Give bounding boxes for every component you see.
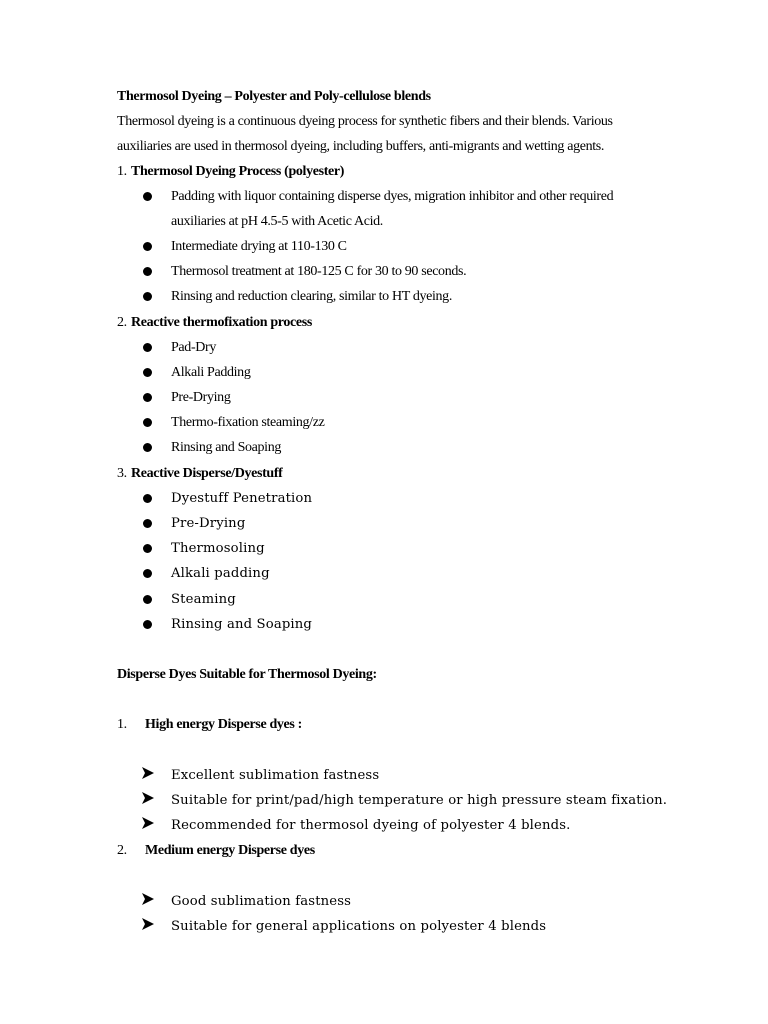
section-2-item-2: Alkali Padding bbox=[171, 365, 251, 380]
bullet-icon bbox=[143, 418, 152, 427]
bullet-icon bbox=[143, 443, 152, 452]
bullet-icon bbox=[143, 192, 152, 201]
section-1-heading: Thermosol Dyeing Process (polyester) bbox=[131, 164, 345, 179]
section-3-number: 3. bbox=[117, 466, 127, 481]
arrowhead-bullet-icon bbox=[142, 893, 154, 905]
section-1-item-2: Intermediate drying at 110-130 C bbox=[171, 239, 347, 254]
bullet-icon bbox=[143, 393, 152, 402]
disperse-heading: Disperse Dyes Suitable for Thermosol Dyeing: bbox=[117, 667, 377, 682]
section-2-item-5: Rinsing and Soaping bbox=[171, 440, 282, 455]
medium-energy-heading: Medium energy Disperse dyes bbox=[145, 843, 315, 858]
medium-energy-number: 2. bbox=[117, 843, 127, 858]
high-energy-item-1: Excellent sublimation fastness bbox=[171, 768, 380, 783]
bullet-icon bbox=[143, 620, 152, 629]
section-2-item-3: Pre-Drying bbox=[171, 390, 231, 405]
section-3-item-4: Alkali padding bbox=[171, 566, 270, 581]
bullet-icon bbox=[143, 569, 152, 578]
section-2-number: 2. bbox=[117, 315, 127, 330]
arrowhead-bullet-icon bbox=[142, 817, 154, 829]
arrowhead-bullet-icon bbox=[142, 918, 154, 930]
section-1-number: 1. bbox=[117, 164, 127, 179]
intro-line-2: auxiliaries are used in thermosol dyeing, including buffers, anti-migrants and wetting agents. bbox=[117, 139, 605, 154]
section-3-item-6: Rinsing and Soaping bbox=[171, 617, 313, 632]
section-1-item-4: Rinsing and reduction clearing, similar to HT dyeing. bbox=[171, 289, 452, 304]
high-energy-item-2: Suitable for print/pad/high temperature or high pressure steam fixation. bbox=[171, 793, 668, 808]
high-energy-heading: High energy Disperse dyes : bbox=[145, 717, 302, 732]
bullet-icon bbox=[143, 494, 152, 503]
bullet-icon bbox=[143, 368, 152, 377]
section-2-item-4: Thermo-fixation steaming/zz bbox=[171, 415, 325, 430]
section-3-item-5: Steaming bbox=[171, 592, 236, 607]
high-energy-number: 1. bbox=[117, 717, 127, 732]
bullet-icon bbox=[143, 544, 152, 553]
section-1-item-3: Thermosol treatment at 180-125 C for 30 to 90 seconds. bbox=[171, 264, 467, 279]
bullet-icon bbox=[143, 267, 152, 276]
bullet-icon bbox=[143, 595, 152, 604]
arrowhead-bullet-icon bbox=[142, 792, 154, 804]
bullet-icon bbox=[143, 292, 152, 301]
section-1-item-1-cont: auxiliaries at pH 4.5-5 with Acetic Acid. bbox=[171, 214, 383, 229]
section-3-heading: Reactive Disperse/Dyestuff bbox=[131, 466, 283, 481]
section-3-item-3: Thermosoling bbox=[171, 541, 265, 556]
arrowhead-bullet-icon bbox=[142, 767, 154, 779]
section-3-item-2: Pre-Drying bbox=[171, 516, 246, 531]
medium-energy-item-1: Good sublimation fastness bbox=[171, 894, 352, 909]
bullet-icon bbox=[143, 242, 152, 251]
section-2-heading: Reactive thermofixation process bbox=[131, 315, 312, 330]
bullet-icon bbox=[143, 343, 152, 352]
document-title: Thermosol Dyeing – Polyester and Poly-cellulose blends bbox=[117, 89, 431, 104]
section-2-item-1: Pad-Dry bbox=[171, 340, 216, 355]
bullet-icon bbox=[143, 519, 152, 528]
intro-line-1: Thermosol dyeing is a continuous dyeing process for synthetic fibers and their blends. Various bbox=[117, 114, 613, 129]
medium-energy-item-2: Suitable for general applications on polyester 4 blends bbox=[171, 919, 547, 934]
high-energy-item-3: Recommended for thermosol dyeing of polyester 4 blends. bbox=[171, 818, 571, 833]
section-1-item-1: Padding with liquor containing disperse dyes, migration inhibitor and other required bbox=[171, 189, 614, 204]
section-3-item-1: Dyestuff Penetration bbox=[171, 491, 313, 506]
